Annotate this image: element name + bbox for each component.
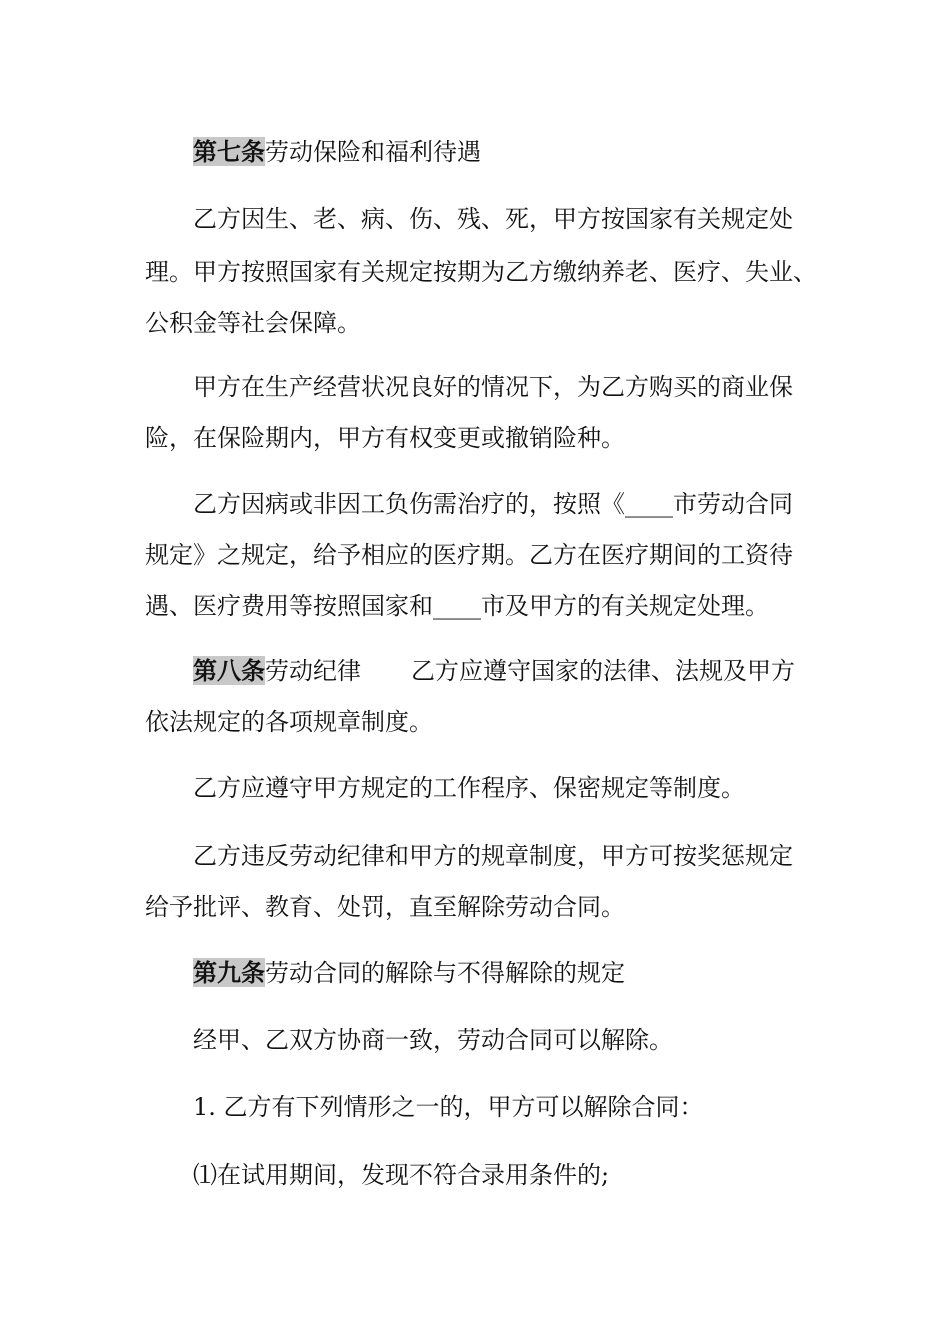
paragraph-line: 遇、医疗费用等按照国家和____市及甲方的有关规定处理。 xyxy=(145,592,769,620)
list-item: ⑴在试用期间，发现不符合录用条件的; xyxy=(193,1161,610,1189)
paragraph-line: 给予批评、教育、处罚，直至解除劳动合同。 xyxy=(145,893,625,921)
article-9-heading xyxy=(193,957,625,989)
paragraph-line: 乙方违反劳动纪律和甲方的规章制度，甲方可按奖惩规定 xyxy=(193,842,793,870)
paragraph-line: 理。甲方按照国家有关规定按期为乙方缴纳养老、医疗、失业、 xyxy=(145,258,817,286)
article-9-label: 第九条 xyxy=(193,958,265,987)
paragraph-line: 公积金等社会保障。 xyxy=(145,309,361,337)
paragraph-line: 依法规定的各项规章制度。 xyxy=(145,708,433,736)
article-8-label: 第八条 xyxy=(193,656,265,685)
paragraph-line: 甲方在生产经营状况良好的情况下，为乙方购买的商业保 xyxy=(193,373,793,401)
paragraph-line: 规定》之规定，给予相应的医疗期。乙方在医疗期间的工资待 xyxy=(145,541,793,569)
article-8-title: 劳动纪律 xyxy=(265,657,361,685)
article-9-title: 劳动合同的解除与不得解除的规定 xyxy=(265,959,625,987)
paragraph-line: 经甲、乙双方协商一致，劳动合同可以解除。 xyxy=(193,1026,673,1054)
article-8-heading xyxy=(193,655,795,687)
article-7-title: 劳动保险和福利待遇 xyxy=(265,138,481,166)
list-item: 1. 乙方有下列情形之一的，甲方可以解除合同： xyxy=(193,1093,704,1121)
article-7-label: 第七条 xyxy=(193,137,265,166)
paragraph-line: 乙方因病或非因工负伤需治疗的，按照《____市劳动合同 xyxy=(193,490,793,518)
article-8-text: 乙方应遵守国家的法律、法规及甲方 xyxy=(411,657,795,685)
paragraph-line: 乙方应遵守甲方规定的工作程序、保密规定等制度。 xyxy=(193,774,745,802)
article-7-heading xyxy=(193,136,481,168)
paragraph-line: 乙方因生、老、病、伤、残、死，甲方按国家有关规定处 xyxy=(193,205,793,233)
paragraph-line: 险，在保险期内，甲方有权变更或撤销险种。 xyxy=(145,424,625,452)
